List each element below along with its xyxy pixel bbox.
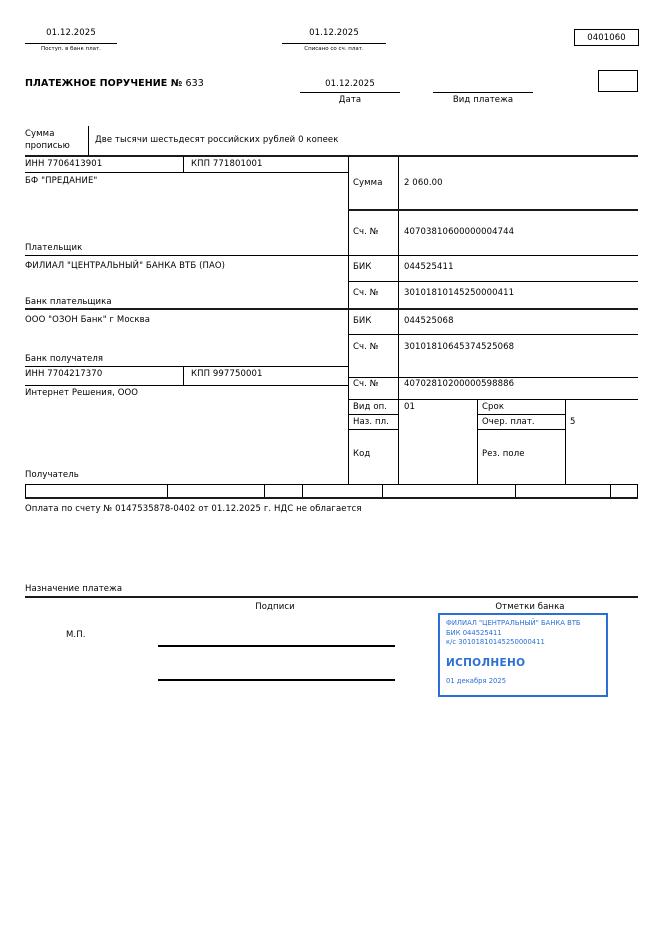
sum-value: 2 060.00 [404, 178, 443, 188]
grid-line [477, 414, 565, 415]
payment-purpose-text: Оплата по счету № 0147535878-0402 от 01.12.2025 г. НДС не облагается [25, 504, 362, 514]
amount-in-words: Две тысячи шестьдесят российских рублей 0 копеек [95, 135, 339, 145]
operation-type-label: Вид оп. [353, 402, 388, 412]
document-number: 633 [185, 78, 204, 89]
grid-line [348, 281, 638, 282]
payer-bank-label: Банк плательщика [25, 297, 112, 307]
inn-kpp-divider [183, 156, 184, 172]
stamp-date: 01 декабря 2025 [446, 676, 507, 685]
stamp-bank-name: ФИЛИАЛ "ЦЕНТРАЛЬНЫЙ" БАНКА ВТБ [446, 619, 581, 627]
payment-type-underline [433, 92, 533, 93]
purpose-code-label: Наз. пл. [353, 417, 390, 427]
payer-account-label: Сч. № [353, 227, 379, 237]
grid-line [348, 377, 638, 378]
section-line [25, 155, 638, 157]
bank-stamp [438, 613, 608, 697]
section-line [25, 497, 638, 499]
payer-bank-name: ФИЛИАЛ "ЦЕНТРАЛЬНЫЙ" БАНКА ВТБ (ПАО) [25, 261, 226, 271]
payee-bank-bik-label: БИК [353, 316, 372, 326]
payee-bank-bik: 044525068 [404, 316, 454, 326]
payer-kpp: КПП 771801001 [191, 159, 263, 169]
payment-order-value: 5 [570, 417, 576, 427]
status-field-box [598, 70, 638, 92]
payee-name: Интернет Решения, ООО [25, 388, 139, 398]
payer-bank-corr-label: Сч. № [353, 288, 379, 298]
stamp-corr-account: к/с 30101810145250000411 [446, 638, 545, 646]
payer-name: БФ "ПРЕДАНИЕ" [25, 176, 98, 186]
bank-marks-label: Отметки банка [495, 602, 565, 612]
form-code: 0401060 [587, 33, 626, 43]
marker-divider [382, 484, 383, 497]
grid-line [25, 366, 348, 367]
document-date: 01.12.2025 [325, 79, 375, 89]
payee-bank-label: Банк получателя [25, 354, 104, 364]
received-date-underline [25, 43, 117, 44]
payee-bank-corr-account: 30101810645374525068 [404, 342, 515, 352]
stamp-bik: БИК 044525411 [446, 628, 502, 637]
signature-line-2 [158, 679, 395, 681]
operation-type-value: 01 [404, 402, 416, 412]
payee-account: 40702810200000598886 [404, 379, 515, 389]
grid-line [348, 429, 398, 430]
payee-bank-corr-label: Сч. № [353, 342, 379, 352]
title-label: ПЛАТЕЖНОЕ ПОРУЧЕНИЕ № [25, 78, 183, 89]
marker-divider [264, 484, 265, 497]
grid-line-thick [348, 209, 638, 211]
payment-type-caption: Вид платежа [452, 95, 514, 105]
debited-date-underline [282, 43, 386, 44]
date-underline [300, 92, 400, 93]
debited-date-caption: Списано со сч. плат. [304, 46, 364, 52]
date-caption: Дата [338, 95, 362, 105]
inn-kpp-divider [183, 366, 184, 385]
amount-words-label-1: Сумма [25, 129, 55, 139]
grid-vertical [565, 399, 566, 484]
document-title [25, 79, 204, 89]
marker-divider [515, 484, 516, 497]
grid-line [348, 399, 638, 400]
payment-purpose-label: Назначение платежа [25, 584, 123, 594]
payer-bank-bik: 044525411 [404, 262, 454, 272]
section-line [25, 308, 638, 310]
grid-vertical [477, 399, 478, 484]
section-line [25, 596, 638, 598]
amount-words-divider [88, 126, 89, 155]
marker-row-top-line [25, 484, 638, 485]
grid-line [25, 172, 348, 173]
stamp-status: ИСПОЛНЕНО [446, 656, 526, 669]
payee-kpp: КПП 997750001 [191, 369, 263, 379]
grid-line [477, 429, 565, 430]
payment-order-label: Очер. плат. [482, 417, 535, 427]
received-in-bank-date: 01.12.2025 [46, 28, 96, 38]
payee-bank-name: ООО "ОЗОН Банк" г Москва [25, 315, 151, 325]
payer-account: 40703810600000004744 [404, 227, 515, 237]
payer-bank-corr-account: 30101810145250000411 [404, 288, 515, 298]
seal-place-label: М.П. [66, 630, 86, 640]
grid-line [25, 255, 638, 256]
signature-line-1 [158, 645, 395, 647]
marker-divider [610, 484, 611, 497]
received-date-caption: Поступ. в банк плат. [41, 46, 101, 52]
payer-label: Плательщик [25, 243, 83, 253]
code-label: Код [353, 449, 371, 459]
debited-from-account-date: 01.12.2025 [309, 28, 359, 38]
signatures-label: Подписи [255, 602, 295, 612]
marker-divider [637, 484, 638, 497]
payee-label: Получатель [25, 470, 79, 480]
term-label: Срок [482, 402, 505, 412]
reserve-field-label: Рез. поле [482, 449, 525, 459]
grid-line [348, 414, 398, 415]
marker-divider [302, 484, 303, 497]
grid-vertical [348, 156, 349, 484]
payer-bank-bik-label: БИК [353, 262, 372, 272]
form-code-box [574, 29, 639, 46]
marker-divider [25, 484, 26, 497]
grid-line [348, 334, 638, 335]
payer-inn: ИНН 7706413901 [25, 159, 103, 169]
amount-words-label-2: прописью [25, 141, 70, 151]
marker-divider [167, 484, 168, 497]
payee-inn: ИНН 7704217370 [25, 369, 103, 379]
grid-line [25, 385, 348, 386]
payee-account-label: Сч. № [353, 379, 379, 389]
grid-vertical [398, 156, 399, 484]
sum-label: Сумма [353, 178, 383, 188]
